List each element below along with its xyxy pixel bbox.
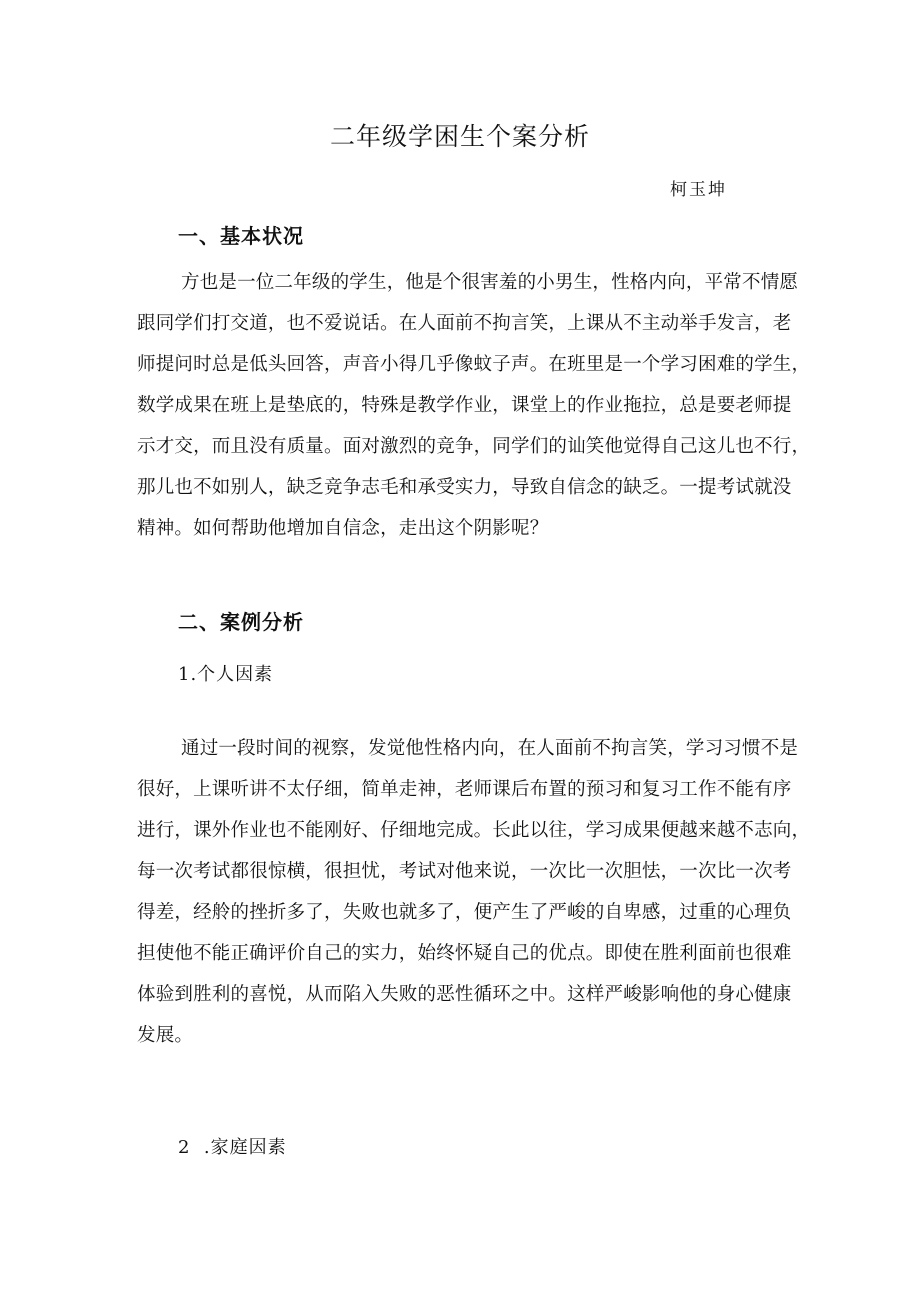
paragraph-line: 得差，经舲的挫折多了，失败也就多了，便产生了严峻的自卑感，过重的心理负 [137, 902, 792, 923]
section-heading-basic-status: 一、基本状况 [178, 224, 304, 248]
paragraph-line: 很好，上课听讲不太仔细，简单走神，老师课后布置的预习和复习工作不能有序 [137, 779, 792, 800]
section-paragraph-basic-status [137, 262, 811, 549]
subheading-family-factors: 2 .家庭因素 [178, 1137, 287, 1158]
paragraph-line: 通过一段时间的视察，发觉他性格内向，在人面前不拘言笑，学习习惯不是 [181, 738, 799, 759]
paragraph-line: 那儿也不如别人，缺乏竞争志毛和承受实力，导致自信念的缺乏。一提考试就没 [137, 477, 792, 498]
paragraph-line: 示才交，而且没有质量。面对激烈的竞争，同学们的讪笑他觉得自己这儿也不行， [137, 436, 811, 457]
paragraph-personal-factors [137, 728, 811, 1056]
document-title: 二年级学困生个案分析 [329, 122, 590, 151]
section-heading-case-analysis: 二、案例分析 [178, 610, 304, 634]
paragraph-line: 方也是一位二年级的学生，他是个很害羞的小男生，性格内向，平常不情愿 [181, 272, 799, 293]
paragraph-line: 数学成果在班上是垫底的，特殊是教学作业，课堂上的作业拖拉，总是要老师提 [137, 395, 792, 416]
paragraph-line: 师提问时总是低头回答，声音小得几乎像蚊子声。在班里是一个学习困难的学生， [137, 354, 811, 375]
paragraph-line: 体验到胜利的喜悦，从而陷入失败的恶性循环之中。这样严峻影响他的身心健康 [137, 984, 792, 1005]
paragraph-line: 担使他不能正确评价自己的实力，始终怀疑自己的优点。即使在胜利面前也很难 [137, 943, 792, 964]
paragraph-line: 发展。 [137, 1025, 194, 1046]
author-name: 柯玉坤 [670, 180, 727, 200]
paragraph-line: 精神。如何帮助他增加自信念，走出这个阴影呢？ [137, 518, 549, 539]
paragraph-line: 进行，课外作业也不能刚好、仔细地完成。长此以往，学习成果便越来越不志向， [137, 820, 811, 841]
paragraph-line: 跟同学们打交道，也不爱说话。在人面前不拘言笑，上课从不主动举手发言，老 [137, 313, 792, 334]
subheading-personal-factors: 1.个人因素 [178, 664, 274, 685]
paragraph-line: 每一次考试都很惊横，很担忧，考试对他来说，一次比一次胆怯，一次比一次考 [137, 861, 792, 882]
